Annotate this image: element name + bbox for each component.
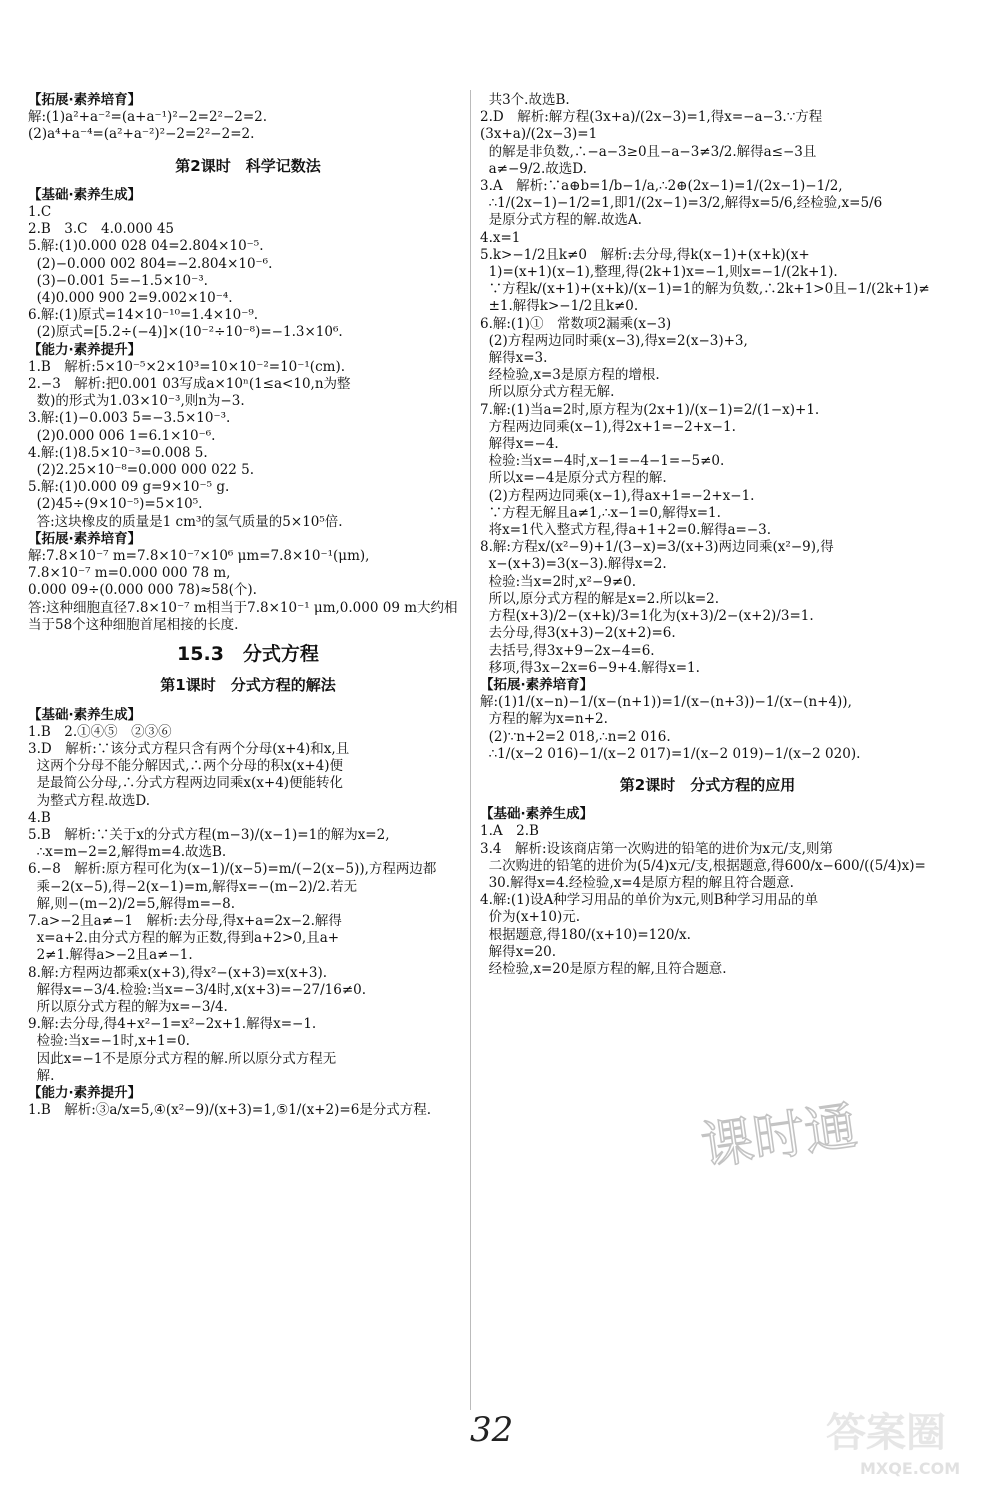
answer-line: 所以原分式方程的解为x=−3/4. (28, 998, 228, 1015)
answer-line: (2)a⁴+a⁻⁴=(a²+a⁻²)²−2=2²−2=2. (28, 126, 255, 143)
section-tag: 【基础·素养生成】 (28, 186, 142, 203)
answer-line: 1.B 解析:5×10⁻⁵×2×10³=10×10⁻²=10⁻¹(cm). (28, 358, 345, 375)
answer-line: 检验:当x=−1时,x+1=0. (28, 1033, 190, 1050)
answer-line: 解得x=20. (480, 943, 556, 960)
answer-line: (2)0.000 006 1=6.1×10⁻⁶. (28, 427, 216, 444)
answer-line: 3.4 解析:设该商店第一次购进的铅笔的进价为x元/支,则第 (480, 840, 833, 857)
answer-line: 4.解:(1)设A种学习用品的单价为x元,则B种学习用品的单 (480, 892, 819, 909)
answer-line: 7.a>−2且a≠−1 解析:去分母,得x+a=2x−2.解得 (28, 912, 342, 929)
answer-line: 去分母,得3(x+3)−2(x+2)=6. (480, 625, 676, 642)
answer-line: 3.解:(1)−0.003 5=−3.5×10⁻³. (28, 410, 231, 427)
answer-line: 1.B 2.①④⑤ ②③⑥ (28, 723, 172, 740)
answer-line: 6.−8 解析:原方程可化为(x−1)/(x−5)=m/(−2(x−5)),方程两边都 (28, 861, 437, 878)
answer-line: 4.解:(1)8.5×10⁻³=0.008 5. (28, 444, 208, 461)
answer-line: 2.B 3.C 4.0.000 45 (28, 221, 175, 238)
answer-line: (2)方程两边同时乘(x−3),得x=2(x−3)+3, (480, 332, 748, 349)
answer-line: 方程两边同乘(x−1),得2x+1=−2+x−1. (480, 418, 736, 435)
answer-line: 4.x=1 (480, 229, 521, 246)
left-column (28, 92, 468, 1119)
answer-line: 2.−3 解析:把0.001 03写成a×10ⁿ(1≤a<10,n为整 (28, 376, 351, 393)
section-tag: 【基础·素养生成】 (28, 706, 142, 723)
answer-line: 经检验,x=3是原方程的增根. (480, 367, 660, 384)
answer-line: ∵方程k/(x+1)+(x+k)/(x−1)=1的解为负数,∴2k+1>0且−1/(2k+1)≠ (480, 281, 930, 298)
answer-line: 乘−2(x−5),得−2(x−1)=m,解得x=−(m−2)/2.若无 (28, 878, 358, 895)
answer-line: (2)原式=[5.2÷(−4)]×(10⁻²÷10⁻⁸)=−1.3×10⁶. (28, 324, 343, 341)
answer-line: 答:这块橡皮的质量是1 cm³的氢气质量的5×10⁵倍. (28, 513, 343, 530)
answer-line: ∴1/(x−2 016)−1/(x−2 017)=1/(x−2 019)−1/(x−2 020). (480, 745, 861, 762)
answer-line: (2)45÷(9×10⁻⁵)=5×10⁵. (28, 496, 203, 513)
answer-line: 解:(1)1/(x−n)−1/(x−(n+1))=1/(x−(n+3))−1/(x−(n+4)), (480, 694, 852, 711)
answer-line: 方程(x+3)/2−(x+k)/3=1化为(x+3)/2−(x+2)/3=1. (480, 608, 814, 625)
answer-line: 7.8×10⁻⁷ m=0.000 000 78 m, (28, 565, 231, 582)
answer-line: 6.解:(1)原式=14×10⁻¹⁰=1.4×10⁻⁹. (28, 307, 259, 324)
answer-line: 所以x=−4是原分式方程的解. (480, 470, 667, 487)
answer-line: 解得x=−4. (480, 436, 559, 453)
answer-line: 8.解:方程两边都乘x(x+3),得x²−(x+3)=x(x+3). (28, 964, 328, 981)
answer-line: 移项,得3x−2x=6−9+4.解得x=1. (480, 659, 700, 676)
lesson-heading: 第2课时 分式方程的应用 (619, 775, 796, 794)
watermark-url-text: MXQE.COM (860, 1459, 961, 1478)
answer-line: 共3个.故选B. (480, 92, 570, 108)
watermark-site-logo (820, 1400, 990, 1480)
answer-line: 为整式方程.故选D. (28, 792, 151, 809)
answer-line: ±1.解得k>−1/2且k≠0. (480, 298, 639, 315)
answer-line: 所以,原分式方程的解是x=2.所以k=2. (480, 590, 720, 607)
watermark-script-logo (685, 1060, 985, 1189)
answer-line: 8.解:方程x/(x²−9)+1/(3−x)=3/(x+3)两边同乘(x²−9),得 (480, 539, 834, 556)
answer-line: (2)方程两边同乘(x−1),得ax+1=−2+x−1. (480, 487, 755, 504)
answer-line: 5.解:(1)0.000 028 04=2.804×10⁻⁵. (28, 238, 264, 255)
answer-line: 4.B (28, 809, 51, 826)
section-tag: 【能力·素养提升】 (28, 341, 142, 358)
answer-line: 30.解得x=4.经检验,x=4是原方程的解且符合题意. (480, 874, 794, 891)
answer-line: ∴x=m−2=2,解得m=4.故选B. (28, 844, 227, 861)
answer-line: 所以原分式方程无解. (480, 384, 615, 401)
lesson-heading: 第1课时 分式方程的解法 (160, 676, 336, 695)
answer-line: 去括号,得3x+9−2x−4=6. (480, 642, 655, 659)
answer-line: 价为(x+10)元. (480, 909, 581, 926)
answer-line: 1.B 解析:③a/x=5,④(x²−9)/(x+3)=1,⑤1/(x+2)=6是分式方程. (28, 1102, 432, 1119)
answer-line: 2≠1.解得a>−2且a≠−1. (28, 947, 193, 964)
answer-line: 是原分式方程的解.故选A. (480, 212, 642, 229)
answer-line: 检验:当x=2时,x²−9≠0. (480, 573, 637, 590)
answer-line: (2)−0.000 002 804=−2.804×10⁻⁶. (28, 255, 273, 272)
watermark-logo-text: 答案圈 (826, 1410, 946, 1456)
section-tag: 【基础·素养生成】 (480, 806, 594, 823)
section-tag: 【拓展·素养培育】 (28, 530, 142, 547)
answer-line: (3)−0.001 5=−1.5×10⁻³. (28, 272, 208, 289)
answer-line: 这两个分母不能分解因式,∴两个分母的积x(x+4)便 (28, 758, 344, 775)
answer-line: 0.000 09÷(0.000 000 78)≈58(个). (28, 582, 257, 599)
answer-line: 是最简公分母,∴分式方程两边同乘x(x+4)便能转化 (28, 775, 344, 792)
lesson-heading: 第2课时 科学记数法 (175, 156, 321, 175)
answer-line: 数)的形式为1.03×10⁻³,则n为−3. (28, 393, 245, 410)
answer-line: 将x=1代入整式方程,得a+1+2=0.解得a=−3. (480, 522, 771, 539)
answer-line: 根据题意,得180/(x+10)=120/x. (480, 926, 691, 943)
answer-line: 2.D 解析:解方程(3x+a)/(2x−3)=1,得x=−a−3.∵方程(3x+a)/(2x−3)=1 (480, 109, 823, 143)
answer-line: 解得x=−3/4.检验:当x=−3/4时,x(x+3)=−27/16≠0. (28, 981, 367, 998)
answer-line: 解,则−(m−2)/2=5,解得m=−8. (28, 895, 236, 912)
answer-line: 的解是非负数,∴−a−3≥0且−a−3≠3/2.解得a≤−3且 (480, 143, 817, 160)
answer-line: a≠−9/2.故选D. (480, 160, 587, 177)
column-divider (470, 90, 471, 1410)
answer-line: 解:(1)a²+a⁻²=(a+a⁻¹)²−2=2²−2=2. (28, 109, 268, 126)
answer-line: 解. (28, 1067, 55, 1084)
answer-line: x−(x+3)=3(x−3).解得x=2. (480, 556, 667, 573)
answer-line: ∴1/(2x−1)−1/2=1,即1/(2x−1)=3/2,解得x=5/6,经检验,x=5/6 (480, 195, 883, 212)
answer-line: 二次购进的铅笔的进价为(5/4)x元/支,根据题意,得600/x−600/((5/4)x)= (480, 857, 926, 874)
answer-line: 因此x=−1不是原分式方程的解.所以原分式方程无 (28, 1050, 337, 1067)
answer-line: 3.D 解析:∵该分式方程只含有两个分母(x+4)和x,且 (28, 740, 350, 757)
answer-line: (2)∵n+2=2 018,∴n=2 016. (480, 728, 671, 745)
answer-line: 1)=(x+1)(x−1),整理,得(2k+1)x=−1,则x=−1/(2k+1). (480, 264, 838, 281)
answer-line: 5.解:(1)0.000 09 g=9×10⁻⁵ g. (28, 479, 230, 496)
answer-line: 检验:当x=−4时,x−1=−4−1=−5≠0. (480, 453, 725, 470)
answer-line: 5.B 解析:∵关于x的分式方程(m−3)/(x−1)=1的解为x=2, (28, 826, 390, 843)
answer-line: 5.k>−1/2且k≠0 解析:去分母,得k(x−1)+(x+k)(x+ (480, 246, 810, 263)
answer-line: 当于58个这种细胞首尾相接的长度. (28, 616, 239, 633)
answer-line: 经检验,x=20是原方程的解,且符合题意. (480, 960, 727, 977)
page-number: 32 (470, 1410, 514, 1450)
watermark-script-text: 课时通 (697, 1096, 861, 1178)
answer-line: ∵方程无解且a≠1,∴x−1=0,解得x=1. (480, 504, 721, 521)
section-tag: 【拓展·素养培育】 (480, 676, 594, 693)
answer-line: 解:7.8×10⁻⁷ m=7.8×10⁻⁷×10⁶ μm=7.8×10⁻¹(μm), (28, 548, 370, 565)
right-column (480, 92, 935, 978)
answer-line: 答:这种细胞直径7.8×10⁻⁷ m相当于7.8×10⁻¹ μm,0.000 09 m大约相 (28, 599, 458, 616)
answer-line: 7.解:(1)当a=2时,原方程为(2x+1)/(x−1)=2/(1−x)+1. (480, 401, 820, 418)
answer-line: 方程的解为x=n+2. (480, 711, 608, 728)
answer-line: 1.C (28, 204, 52, 221)
answer-line: 解得x=3. (480, 350, 548, 367)
answer-line: 1.A 2.B (480, 823, 539, 840)
answer-line: (4)0.000 900 2=9.002×10⁻⁴. (28, 290, 233, 307)
answer-line: 9.解:去分母,得4+x²−1=x²−2x+1.解得x=−1. (28, 1016, 317, 1033)
answer-line: (2)2.25×10⁻⁸=0.000 000 022 5. (28, 462, 255, 479)
section-heading: 15.3 分式方程 (177, 643, 319, 666)
answer-line: 6.解:(1)① 常数项2漏乘(x−3) (480, 315, 672, 332)
section-tag: 【能力·素养提升】 (28, 1084, 142, 1101)
answer-line: 3.A 解析:∵a⊕b=1/b−1/a,∴2⊕(2x−1)=1/(2x−1)−1/2, (480, 178, 843, 195)
section-tag: 【拓展·素养培育】 (28, 92, 142, 108)
answer-line: x=a+2.由分式方程的解为正数,得到a+2>0,且a+ (28, 930, 340, 947)
